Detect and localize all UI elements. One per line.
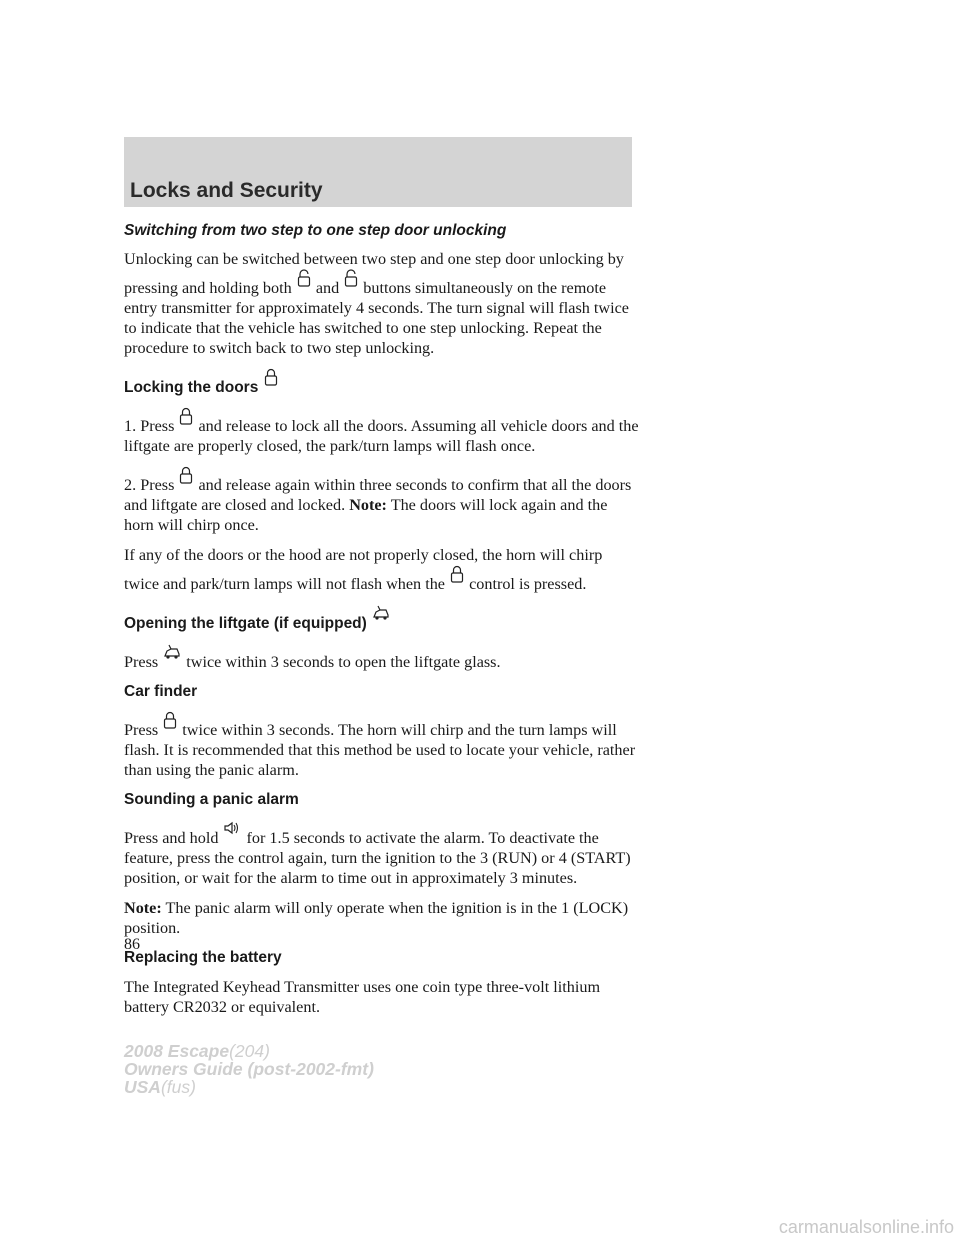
- heading-text: Opening the liftgate (if equipped): [124, 615, 367, 632]
- footer-model: 2008 Escape: [124, 1041, 230, 1061]
- switch-unlocking-paragraph: [124, 249, 639, 358]
- footer-region-code: (fus): [160, 1077, 196, 1097]
- footer-model-code: (204): [229, 1041, 270, 1061]
- lock-icon: [264, 368, 278, 386]
- text-span: 2. Press: [124, 476, 175, 494]
- page-number: 86: [124, 936, 140, 953]
- note-label: Note:: [349, 496, 387, 514]
- lock-icon: [179, 466, 193, 484]
- unlock-icon: [297, 269, 311, 287]
- text-span: Press: [124, 653, 159, 671]
- battery-heading: Replacing the battery: [124, 949, 282, 966]
- document-footer: [124, 1042, 374, 1096]
- switch-unlocking-heading: Switching from two step to one step door unlocking: [124, 222, 507, 239]
- heading-text: Locking the doors: [124, 379, 259, 396]
- text-span: Press and hold: [124, 829, 219, 847]
- car-finder-paragraph: [124, 711, 639, 780]
- locking-step-2: [124, 466, 639, 535]
- text-span: buttons simultaneously on the remote entry transmitter for approximately 4 seconds. The turn signal will flash twice to indicate that the vehicle has switched to one step unlocking. Repeat the procedure to switch back to two step unlocking.: [124, 279, 629, 357]
- text-span: The doors will lock again and the horn will chirp once.: [124, 496, 608, 534]
- text-span: and: [315, 279, 340, 297]
- text-span: Unlocking can be switched between two step and one step door unlocking by pressing and holding both: [124, 250, 624, 297]
- text-span: for 1.5 seconds to activate the alarm. To deactivate the feature, press the control again, turn the ignition to the 3 (RUN) or 4 (START) position, or wait for the alarm to time out in approximately 3 minutes.: [124, 829, 631, 887]
- text-span: Press: [124, 721, 159, 739]
- liftgate-heading: [124, 604, 639, 634]
- text-span: and release to lock all the doors. Assuming all vehicle doors and the liftgate are properly closed, the park/turn lamps will flash once.: [124, 417, 639, 455]
- note-label: Note:: [124, 899, 162, 917]
- section-header-title: Locks and Security: [130, 179, 323, 202]
- locking-step-1: [124, 407, 639, 456]
- text-span: twice within 3 seconds to open the liftgate glass.: [186, 653, 501, 671]
- lock-icon: [450, 565, 464, 583]
- text-span: If any of the doors or the hood are not properly closed, the horn will chirp twice and park/turn lamps will not flash when the: [124, 546, 603, 593]
- text-span: 1. Press: [124, 417, 175, 435]
- battery-paragraph: The Integrated Keyhead Transmitter uses one coin type three-volt lithium battery CR2032 or equivalent.: [124, 978, 601, 1016]
- panic-alarm-icon: [223, 819, 241, 837]
- page-content: [124, 221, 639, 1027]
- watermark-link[interactable]: carmanualsonline.info: [778, 1217, 954, 1237]
- unlock-icon: [344, 269, 358, 287]
- footer-line-2: [124, 1060, 374, 1078]
- panic-alarm-note: [124, 898, 639, 938]
- text-span: twice within 3 seconds. The horn will chirp and the turn lamps will flash. It is recommended that this method be used to locate your vehicle, rather than using the panic alarm.: [124, 721, 636, 779]
- panic-alarm-heading: Sounding a panic alarm: [124, 791, 299, 808]
- lock-icon: [163, 711, 177, 729]
- footer-guide-name: Owners Guide (post-2002-fmt): [124, 1059, 374, 1079]
- footer-line-3: [124, 1078, 374, 1096]
- liftgate-icon: [163, 643, 181, 661]
- lock-icon: [179, 407, 193, 425]
- car-finder-heading: Car finder: [124, 683, 198, 700]
- text-span: control is pressed.: [469, 575, 587, 593]
- liftgate-paragraph: [124, 643, 639, 672]
- text-span: The panic alarm will only operate when the ignition is in the 1 (LOCK) position.: [124, 899, 629, 937]
- locking-warning-paragraph: [124, 545, 639, 594]
- locking-doors-heading: [124, 368, 639, 398]
- footer-line-1: [124, 1042, 374, 1060]
- text-span: and release again within three seconds to confirm that all the doors and liftgate are closed and locked.: [124, 476, 632, 514]
- footer-region: USA: [124, 1077, 161, 1097]
- panic-alarm-paragraph: [124, 819, 639, 888]
- liftgate-icon: [372, 604, 390, 622]
